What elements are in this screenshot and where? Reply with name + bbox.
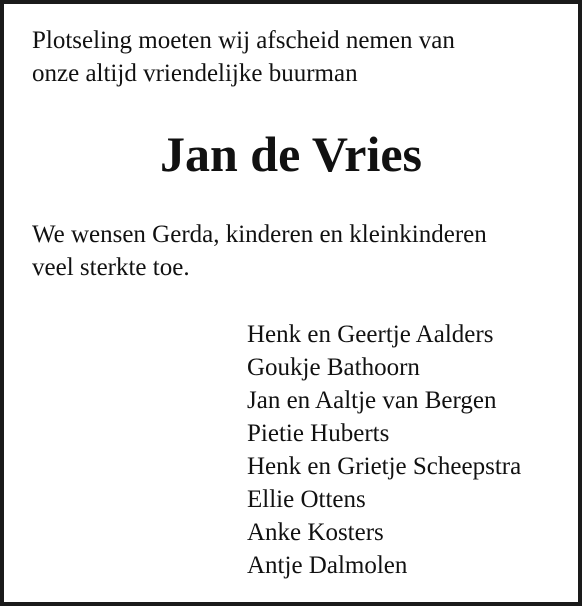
sender-name: Goukje Bathoorn: [247, 354, 420, 381]
sender-name: Henk en Geertje Aalders: [247, 321, 494, 348]
sender-name: Henk en Grietje Scheepstra: [247, 453, 522, 480]
sender-name: Jan en Aaltje van Bergen: [247, 387, 497, 414]
sender-name: Pietie Huberts: [247, 420, 390, 447]
intro-line: onze altijd vriendelijke buurman: [32, 60, 358, 87]
condolence-line: veel sterkte toe.: [32, 254, 190, 281]
intro-line: Plotseling moeten wij afscheid nemen van: [32, 27, 455, 54]
intro-text: [32, 24, 455, 90]
sender-name: Antje Dalmolen: [247, 552, 408, 579]
condolence-text: [32, 218, 487, 284]
condolence-line: We wensen Gerda, kinderen en kleinkinderen: [32, 221, 487, 248]
deceased-name: Jan de Vries: [159, 126, 423, 182]
sender-name: Anke Kosters: [247, 519, 384, 546]
senders-list: [247, 318, 521, 582]
sender-name: Ellie Ottens: [247, 486, 366, 513]
